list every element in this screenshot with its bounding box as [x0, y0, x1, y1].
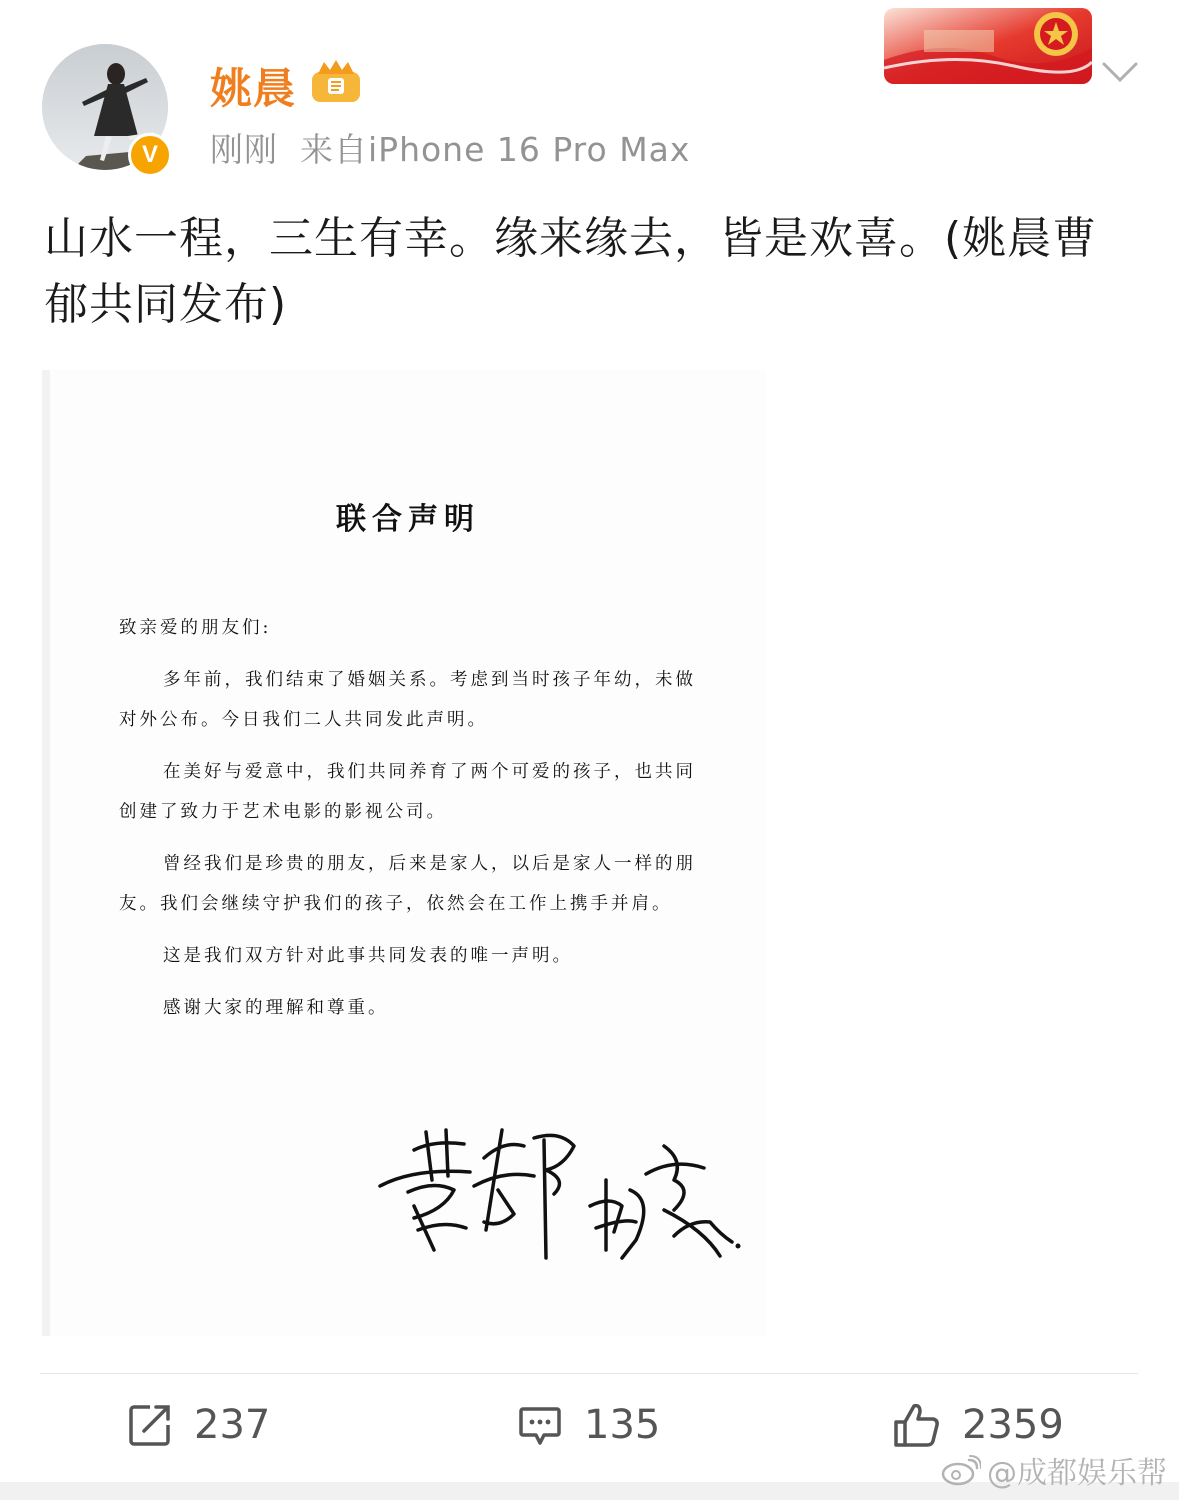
statement-title: 联合声明	[336, 502, 480, 537]
comment-icon	[518, 1403, 562, 1447]
statement-body	[119, 608, 699, 1028]
like-button[interactable]	[892, 1394, 1064, 1456]
statement-image[interactable]	[42, 370, 766, 1336]
statement-paragraph: 曾经我们是珍贵的朋友，后来是家人，以后是家人一样的朋友。我们会继续守护我们的孩子，依然会在工作上携手并肩。	[119, 854, 696, 914]
repost-button[interactable]	[128, 1394, 270, 1456]
statement-paragraph: 在美好与爱意中，我们共同养育了两个可爱的孩子，也共同创建了致力于艺术电影的影视公司。	[119, 762, 696, 822]
comment-button[interactable]	[518, 1394, 660, 1456]
like-count: 2359	[962, 1402, 1064, 1448]
verified-badge-icon: V	[128, 133, 172, 177]
divider	[40, 1373, 1138, 1374]
comment-count: 135	[584, 1402, 661, 1448]
statement-paragraph: 感谢大家的理解和尊重。	[163, 998, 389, 1018]
post-source: 来自iPhone 16 Pro Max	[300, 130, 691, 169]
decorative-banner	[884, 8, 1092, 84]
author-name[interactable]: 姚晨	[210, 64, 297, 113]
statement-paragraph: 多年前，我们结束了婚姻关系。考虑到当时孩子年幼，未做对外公布。今日我们二人共同发此声明。	[119, 670, 696, 730]
statement-salutation: 致亲爱的朋友们:	[119, 618, 272, 638]
post-meta	[210, 124, 690, 171]
chevron-down-icon[interactable]	[1100, 58, 1140, 86]
statement-paragraph: 这是我们双方针对此事共同发表的唯一声明。	[163, 946, 573, 966]
post-time: 刚刚	[210, 130, 278, 169]
like-icon	[892, 1402, 940, 1448]
post-text: 山水一程，三生有幸。缘来缘去，皆是欢喜。(姚晨曹郁共同发布)	[44, 213, 1098, 330]
crown-icon	[308, 58, 364, 104]
watermark-text: @成都娱乐帮	[987, 1456, 1167, 1491]
handwritten-signature	[374, 1110, 744, 1270]
repost-count: 237	[194, 1402, 271, 1448]
weibo-logo-icon	[941, 1454, 981, 1486]
watermark	[941, 1448, 1167, 1492]
repost-icon	[128, 1403, 172, 1447]
